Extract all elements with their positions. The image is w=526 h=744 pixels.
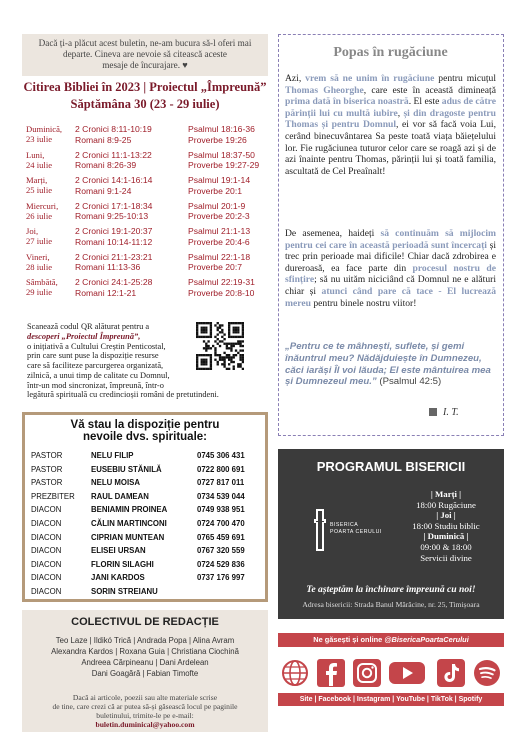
contact-role: DIACON xyxy=(31,505,62,515)
reading-passages-2: Psalmul 18:37-50 Proverbe 19:27-29 xyxy=(188,149,260,170)
contact-row xyxy=(31,451,263,464)
contact-phone[interactable]: 0724 700 470 xyxy=(197,519,245,528)
contact-phone[interactable]: 0737 176 997 xyxy=(197,573,245,583)
contact-phone[interactable]: 0722 800 691 xyxy=(197,464,245,474)
contact-name: CIPRIAN MUNTEAN xyxy=(91,532,165,542)
editorial-title: COLECTIVUL DE REDACȚIE xyxy=(71,616,219,628)
contact-row xyxy=(31,492,263,505)
social-banner: Ne găsești și online @BisericaPoartaCerului xyxy=(278,633,504,647)
facebook-icon[interactable] xyxy=(316,658,346,688)
contacts-title: Vă stau la dispoziție pentru nevoile dvs. spirituale: xyxy=(70,419,220,443)
contact-name: NELU FILIP xyxy=(91,451,134,460)
contact-name: FLORIN SILAGHI xyxy=(91,559,154,569)
contact-row xyxy=(31,533,263,546)
prayer-signature: I. T. xyxy=(429,407,459,418)
prayer-quote: „Pentru ce te mâhnești, suflete, și gemi înăuntrul meu? Nădăjduiește în Dumnezeu, căci iarăși Îl voi lăuda; El este mântuirea mea și Dumnezeul meu.” (Psalmul 42:5) xyxy=(285,341,491,388)
reading-passages-1: 2 Cronici 24:1-25:28 Romani 12:1-21 xyxy=(75,277,153,298)
reading-passages-1: 2 Cronici 17:1-18:34 Romani 9:25-10:13 xyxy=(75,200,153,221)
contact-phone[interactable]: 0724 529 836 xyxy=(197,559,245,569)
church-program xyxy=(278,449,504,619)
reading-day: Luni, 24 iulie xyxy=(26,149,53,170)
contact-row xyxy=(31,573,263,586)
contact-name: CĂLIN MARTINCONI xyxy=(91,519,167,528)
contact-row xyxy=(31,465,263,478)
program-invite: Te așteptăm la închinare împreună cu noi! xyxy=(306,584,476,595)
contact-role: PASTOR xyxy=(31,464,63,474)
globe-icon[interactable] xyxy=(280,658,310,688)
church-logo-text: BISERICA POARTA CERULUI xyxy=(330,522,382,535)
contact-name: RAUL DAMEAN xyxy=(91,491,149,501)
reading-passages-2: Psalmul 18:16-36 Proverbe 19:26 xyxy=(188,124,255,145)
bible-reading-title: Citirea Bibliei în 2023 | Proiectul „Împreună” xyxy=(23,80,267,94)
contact-name: NELU MOISA xyxy=(91,478,140,488)
social-icons xyxy=(278,655,504,693)
contact-role: PREZBITER xyxy=(31,491,75,501)
contact-name: ELISEI URSAN xyxy=(91,546,146,556)
editorial-note: Dacă ai articole, poezii sau alte materiale scrise de tine, care crezi că ar putea să-și găsească locul pe paginile buletinului, trimite-le pe e-mail: buletin.duminical@yahoo.com xyxy=(22,693,268,729)
contact-role: DIACON xyxy=(31,587,62,596)
contact-phone[interactable]: 0745 306 431 xyxy=(197,451,245,460)
contact-phone[interactable]: 0767 320 559 xyxy=(197,546,245,556)
contact-row xyxy=(31,478,263,491)
youtube-icon[interactable] xyxy=(388,658,426,688)
social-links-bar[interactable]: Site | Facebook | Instagram | YouTube | TikTok | Spotify xyxy=(278,693,504,706)
contact-role: DIACON xyxy=(31,532,62,542)
editorial-email-link[interactable]: buletin.duminical@yahoo.com xyxy=(95,720,195,729)
contact-phone[interactable]: 0749 938 951 xyxy=(197,505,245,515)
reading-passages-1: 2 Cronici 19:1-20:37 Romani 10:14-11:12 xyxy=(75,226,153,247)
reading-passages-2: Psalmul 22:1-18 Proverbe 20:7 xyxy=(188,251,251,272)
bible-reading-week: Săptămâna 30 (23 - 29 iulie) xyxy=(70,97,220,111)
social-handle[interactable]: @BisericaPoartaCerului xyxy=(384,635,469,644)
prayer-title: Popas în rugăciune xyxy=(333,45,448,60)
share-note: Dacă ți-a plăcut acest buletin, ne-am bucura să-l oferi mai departe. Cineva are nevoie să citească aceste mesaje de încurajare. ♥ xyxy=(22,34,268,76)
editorial-names: Teo Laze | Ildikó Trică | Andrada Popa | Alina Avram Alexandra Kardos | Roxana Guia | Christiana Ciochină Andreea Cărpineanu | Dani Ardelean Dani Goagără | Fabian Timofte xyxy=(51,636,239,678)
contact-role: PASTOR xyxy=(31,451,63,460)
contact-row xyxy=(31,587,263,600)
prayer-paragraph-2: De asemenea, haideți să continuăm să mijlocim pentru cei care în această perioadă sunt încercați și trec prin perioade mai dificile! Chiar dacă zdrobirea e dureroasă, ea face parte din procesul nostru de sfințire; să nu uităm niciciând că Domnul ne e alături chiar și atunci când pare că tace - El lucrează mereu pentru binele nostru viitor! xyxy=(285,228,496,309)
contact-role: DIACON xyxy=(31,546,62,556)
reading-passages-2: Psalmul 22:19-31 Proverbe 20:8-10 xyxy=(188,277,255,298)
reading-passages-1: 2 Cronici 14:1-16:14 Romani 9:1-24 xyxy=(75,175,153,196)
contact-role: DIACON xyxy=(31,519,62,528)
contact-row xyxy=(31,546,263,559)
reading-passages-1: 2 Cronici 11:1-13:22 Romani 8:26-39 xyxy=(75,149,152,170)
contact-name: EUSEBIU STĂNILĂ xyxy=(91,464,162,474)
church-address: Adresa bisericii: Strada Banul Mărăcine, nr. 25, Timișoara xyxy=(302,600,480,609)
qr-description-cont: care să faciliteze parcurgerea organizată, zilnică, a unui timp de calitate cu Domnul, într-un mod sincronizat, împreună, într-o legătură spirituală cu credincioșii români de pretutindeni. xyxy=(27,361,219,400)
contact-row xyxy=(31,505,263,518)
reading-passages-2: Psalmul 19:1-14 Proverbe 20:1 xyxy=(188,175,251,196)
editorial-team xyxy=(22,610,268,732)
contact-role: DIACON xyxy=(31,559,62,569)
prayer-paragraph-1: Azi, vrem să ne unim în rugăciune pentru micuțul Thomas Gheorghe, care este în această dimineață prima dată în biserica noastră. El este adus de către părinții lui cu multă iubire, și din dragoste pentru Thomas și pentru Domnul, ei vor să facă voia Lui, cerând binecuvântarea Sa peste toată viața băiețelului lor. Fie rugăciunea tuturor celor care se roagă azi și de azi înainte pentru Thomas, părinții lui și toată familia, ascultată de Cel Preaînalt! xyxy=(285,73,496,177)
reading-day: Sâmbătă, 29 iulie xyxy=(26,277,58,297)
contact-name: SORIN STREIANU xyxy=(91,587,158,596)
reading-day: Duminică, 23 iulie xyxy=(26,124,63,144)
contact-role: DIACON xyxy=(31,573,62,583)
reading-day: Miercuri, 26 iulie xyxy=(26,200,59,221)
contact-phone[interactable]: 0727 817 011 xyxy=(197,478,245,488)
program-title: PROGRAMUL BISERICII xyxy=(316,459,466,474)
contact-row xyxy=(31,560,263,573)
contact-role: PASTOR xyxy=(31,478,63,488)
program-schedule: | Marți | 18:00 Rugăciune | Joi | 18:00 Studiu biblic | Duminică | 09:00 & 18:00 Servicii divine xyxy=(412,489,480,563)
tiktok-icon[interactable] xyxy=(436,658,466,688)
instagram-icon[interactable] xyxy=(352,658,382,688)
qr-description: Scanează codul QR alăturat pentru a descoperi „Proiectul Împreună”, o inițiativă a Cultului Creștin Penticostal, prin care sunt puse la dispoziție resurse xyxy=(27,322,166,361)
prayer-box xyxy=(278,34,504,436)
reading-day: Vineri, 28 iulie xyxy=(26,251,53,272)
contact-row xyxy=(31,519,263,532)
reading-passages-1: 2 Cronici 8:11-10:19 Romani 8:9-25 xyxy=(75,124,152,145)
contact-phone[interactable]: 0765 459 691 xyxy=(197,532,245,542)
reading-passages-2: Psalmul 20:1-9 Proverbe 20:2-3 xyxy=(188,200,250,221)
reading-passages-2: Psalmul 21:1-13 Proverbe 20:4-6 xyxy=(188,226,251,247)
contact-name: BENIAMIN PROINEA xyxy=(91,505,168,515)
reading-day: Marți, 25 iulie xyxy=(26,175,53,195)
spotify-icon[interactable] xyxy=(472,658,502,688)
contact-phone[interactable]: 0734 539 044 xyxy=(197,491,245,501)
contact-name: JANI KARDOS xyxy=(91,573,145,583)
reading-day: Joi, 27 iulie xyxy=(26,226,53,246)
reading-passages-1: 2 Cronici 21:1-23:21 Romani 11:13-36 xyxy=(75,251,153,272)
qr-code[interactable] xyxy=(196,322,244,370)
contacts-box xyxy=(22,412,268,602)
